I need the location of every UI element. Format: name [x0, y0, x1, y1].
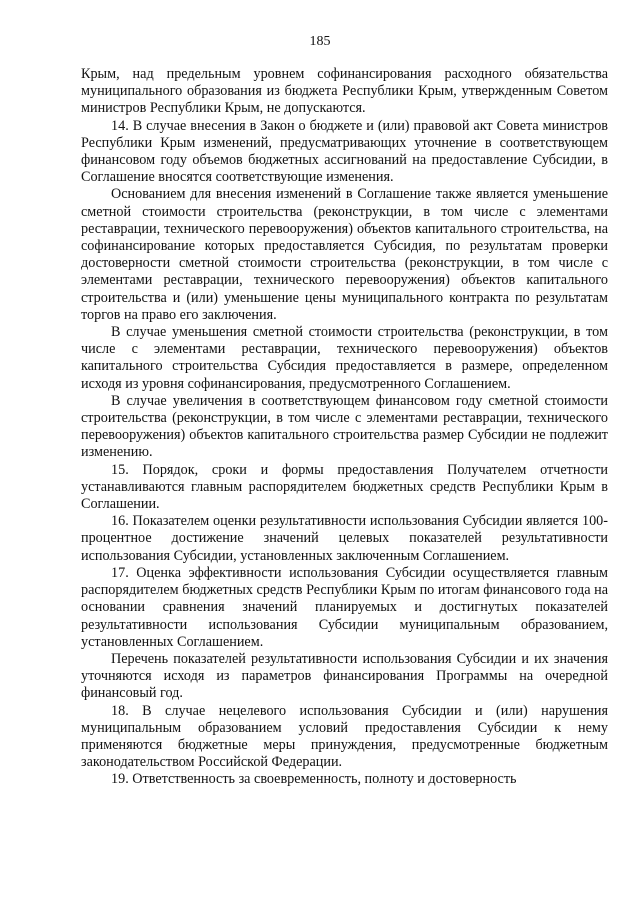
document-body [81, 66, 608, 789]
paragraph-continuation: Крым, над предельным уровнем софинансирования расходного обязательства муниципального образования из бюджета Республики Крым, утвержденным Советом министров Республики Крым, не допускаются. [81, 66, 608, 117]
paragraph-item-14: 14. В случае внесения в Закон о бюджете и (или) правовой акт Совета министров Республики Крым изменений, предусматривающих уточнение в соответствующем финансовом году объемов бюджетных ассигнований на предоставление Субсидии, в Соглашение вносятся соответствующие изменения. [81, 117, 608, 186]
paragraph-amendment-grounds: Основанием для внесения изменений в Соглашение также является уменьшение сметной стоимости строительства (реконструкции, в том числе с элементами реставрации, технического перевооружения) объектов капитального строительства, на софинансирование которых предоставляется Субсидия, по результатам проверки достоверности сметной стоимости строительства (реконструкции, в том числе с элементами реставрации, технического перевооружения) объектов капитального строительства и (или) уменьшение цены муниципального контракта по результатам торгов на право его заключения. [81, 186, 608, 323]
paragraph-cost-decrease: В случае уменьшения сметной стоимости строительства (реконструкции, в том числе с элементами реставрации, технического перевооружения) объектов капитального строительства Субсидия предоставляется в размере, определенном исходя из уровня софинансирования, предусмотренного Соглашением. [81, 324, 608, 392]
paragraph-item-18: 18. В случае нецелевого использования Субсидии и (или) нарушения муниципальным образованием условий предоставления Субсидии к нему применяются бюджетные меры принуждения, предусмотренные бюджетным законодательством Российской Федерации. [81, 702, 608, 771]
paragraph-cost-increase: В случае увеличения в соответствующем финансовом году сметной стоимости строительства (реконструкции, в том числе с элементами реставрации, технического перевооружения) объектов капитального строительства размер Субсидии не подлежит изменению. [81, 392, 608, 461]
paragraph-item-15: 15. Порядок, сроки и формы предоставления Получателем отчетности устанавливаются главным распорядителем бюджетных средств Республики Крым в Соглашении. [81, 461, 608, 513]
paragraph-item-19: 19. Ответственность за своевременность, полноту и достоверность [111, 771, 517, 788]
paragraph-item-17: 17. Оценка эффективности использования Субсидии осуществляется главным распорядителем бюджетных средств Республики Крым по итогам финансового года на основании сравнения значений планируемых и достигнутых показателей результативности использования Субсидии муниципальным образованием, установленных Соглашением. [81, 564, 608, 650]
page-number: 185 [309, 34, 331, 49]
paragraph-indicators-list: Перечень показателей результативности использования Субсидии и их значения уточняются исходя из параметров финансирования Программы на очередной финансовый год. [81, 650, 608, 702]
paragraph-item-16: 16. Показателем оценки результативности использования Субсидии является 100-процентное достижение значений целевых показателей результативности использования Субсидии, установленных заключенным Соглашением. [81, 513, 608, 564]
